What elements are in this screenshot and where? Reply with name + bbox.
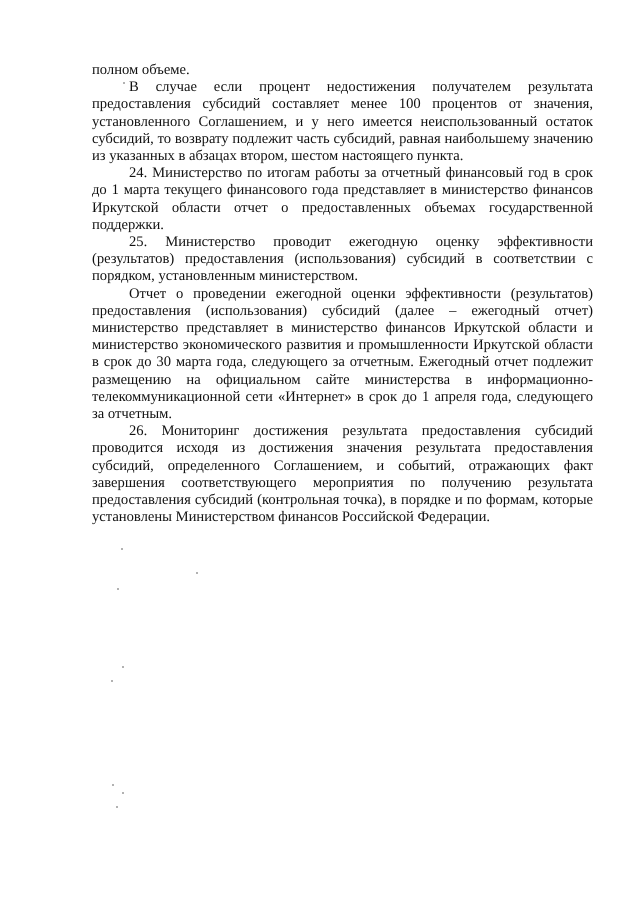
scan-speck: [116, 806, 118, 808]
paragraph-item-24: 24. Министерство по итогам работы за отчетный финансовый год в срок до 1 марта текущего финансового года представляет в министерство финансов Иркутской области отчет о предоставленных объемах государственной поддержки.: [92, 165, 593, 233]
paragraph-continuation: полном объеме.: [92, 62, 190, 78]
scan-speck: [122, 666, 124, 668]
paragraph-refund-condition: В случае если процент недостижения получателем результата предоставления субсидий составляет менее 100 процентов от значения, установленного Соглашением, и у него имеется неиспользованный остаток субсидий, то возврату подлежит часть субсидий, равная наибольшему значению из указанных в абзацах втором, шестом настоящего пункта.: [92, 79, 593, 165]
scan-speck: [117, 588, 119, 590]
document-body: [92, 62, 593, 526]
paragraph-item-26: 26. Мониторинг достижения результата предоставления субсидий проводится исходя из достижения значения результата предоставления субсидий, определенного Соглашением, и событий, отражающих факт завершения соответствующего мероприятия по получению результата предоставления субсидий (контрольная точка), в порядке и по формам, которые установлены Министерством финансов Российской Федерации.: [92, 423, 593, 526]
paragraph-annual-report: Отчет о проведении ежегодной оценки эффективности (результатов) предоставления (использования) субсидий (далее – ежегодный отчет) министерство представляет в министерство финансов Иркутской области и министерство экономического развития и промышленности Иркутской области в срок до 30 марта года, следующего за отчетным. Ежегодный отчет подлежит размещению на официальном сайте министерства в информационно-телекоммуникационной сети «Интернет» в срок до 1 апреля года, следующего за отчетным.: [92, 285, 593, 423]
scan-speck: [112, 784, 114, 786]
scan-speck: [123, 82, 125, 84]
scan-speck: [122, 792, 124, 794]
scan-speck: [121, 548, 123, 550]
scan-speck: [111, 680, 113, 682]
scan-speck: [196, 572, 198, 574]
paragraph-item-25: 25. Министерство проводит ежегодную оценку эффективности (результатов) предоставления (использования) субсидий в соответствии с порядком, установленным министерством.: [92, 234, 593, 285]
